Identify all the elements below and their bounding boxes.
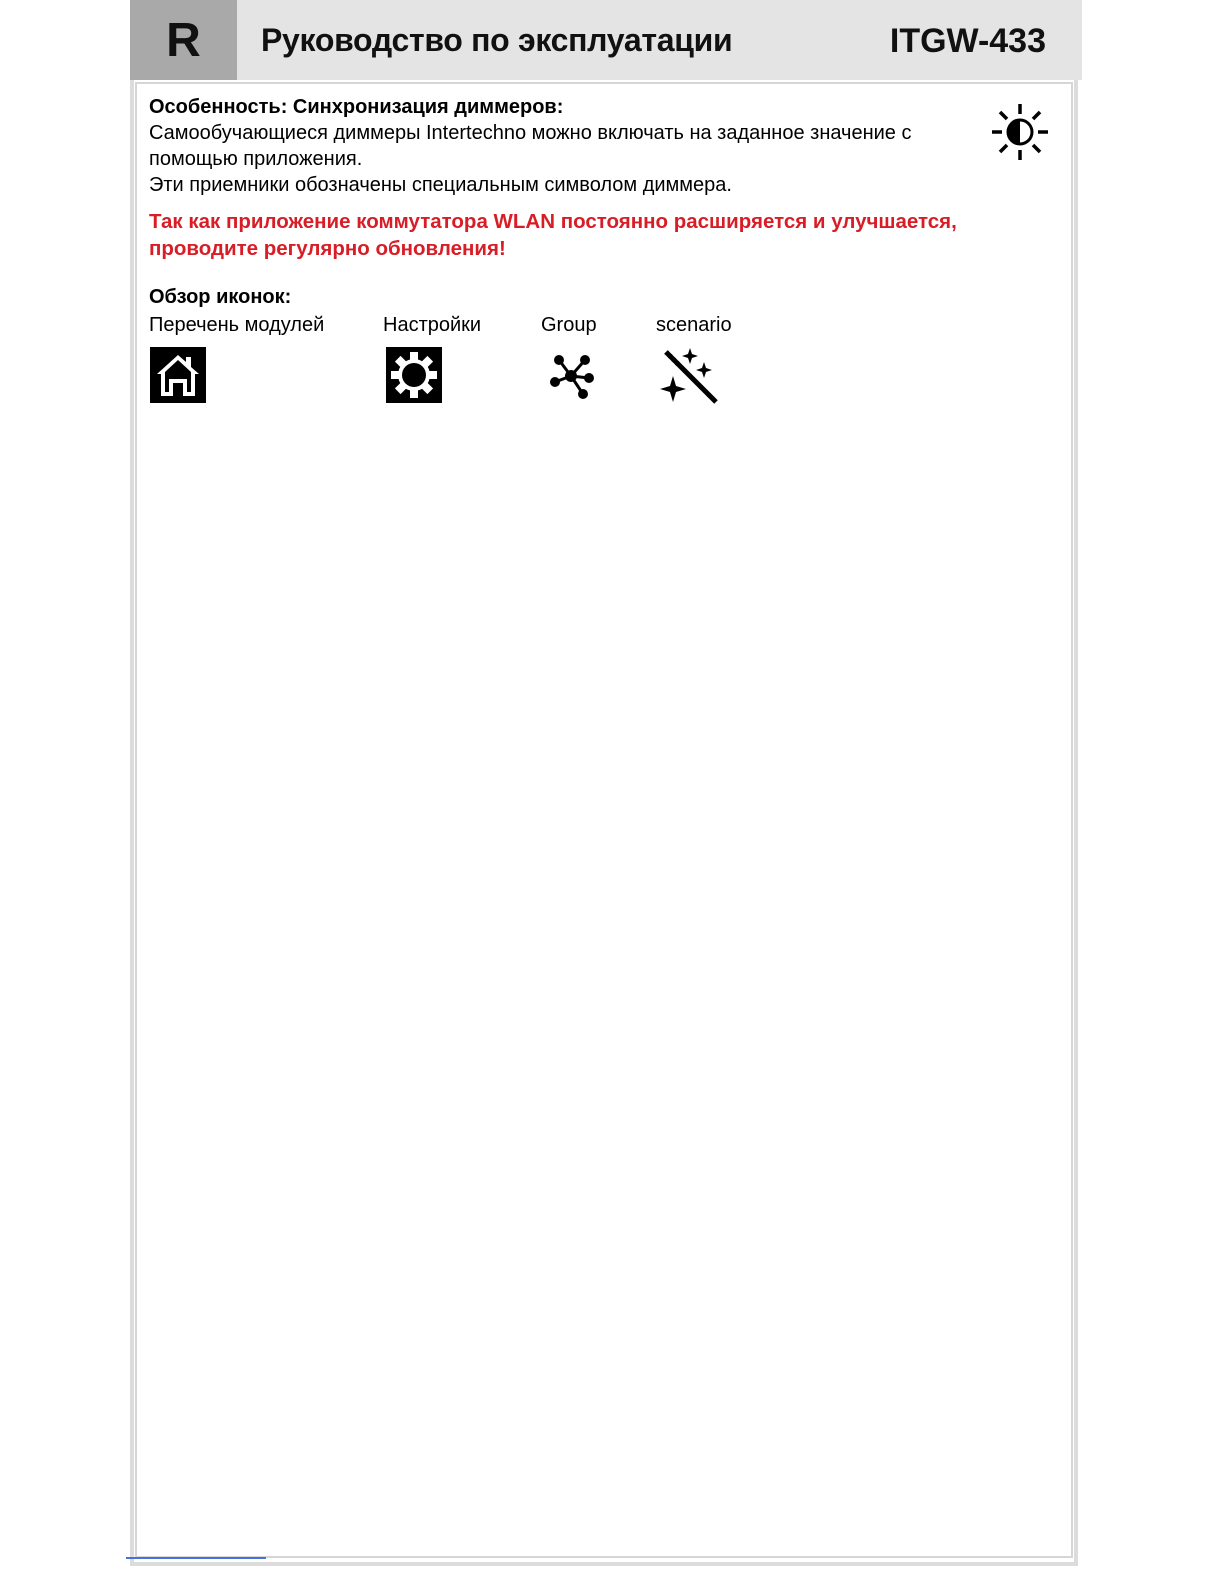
icon-item-group: [541, 312, 603, 409]
icon-item-modules: [149, 312, 324, 409]
icon-label-modules: Перечень модулей: [149, 314, 325, 336]
icon-label-settings: Настройки: [383, 314, 482, 336]
page-bottom-line: [126, 1557, 266, 1559]
magic-wand-icon: [660, 346, 718, 404]
dimmer-sun-icon: [990, 102, 1050, 162]
icon-item-scenario: [656, 312, 732, 409]
manual-page: [130, 0, 1082, 1568]
feature-description: Самообучающиеся диммеры Intertechno можно включать на заданное значение с помощью приложения.: [149, 122, 912, 170]
icons-overview-title: Обзор иконок:: [149, 286, 292, 308]
model-number: ITGW-433: [889, 22, 1046, 60]
icon-label-group: Group: [541, 314, 597, 336]
feature-note: Эти приемники обозначены специальным символом диммера.: [149, 174, 732, 196]
language-badge: R: [130, 0, 237, 80]
feature-section: [149, 94, 1069, 262]
icon-item-settings: [383, 312, 481, 409]
home-icon: [149, 346, 207, 404]
group-network-icon: [545, 346, 603, 404]
update-warning: Так как приложение коммутатора WLAN постоянно расширяется и улучшается, проводите регулярно обновления!: [149, 210, 957, 260]
feature-title: Особенность: Синхронизация диммеров:: [149, 96, 564, 118]
page-title: Руководство по эксплуатации: [261, 22, 733, 58]
page-header: [130, 0, 1082, 80]
gear-icon: [385, 346, 443, 404]
icon-label-scenario: scenario: [656, 314, 732, 336]
